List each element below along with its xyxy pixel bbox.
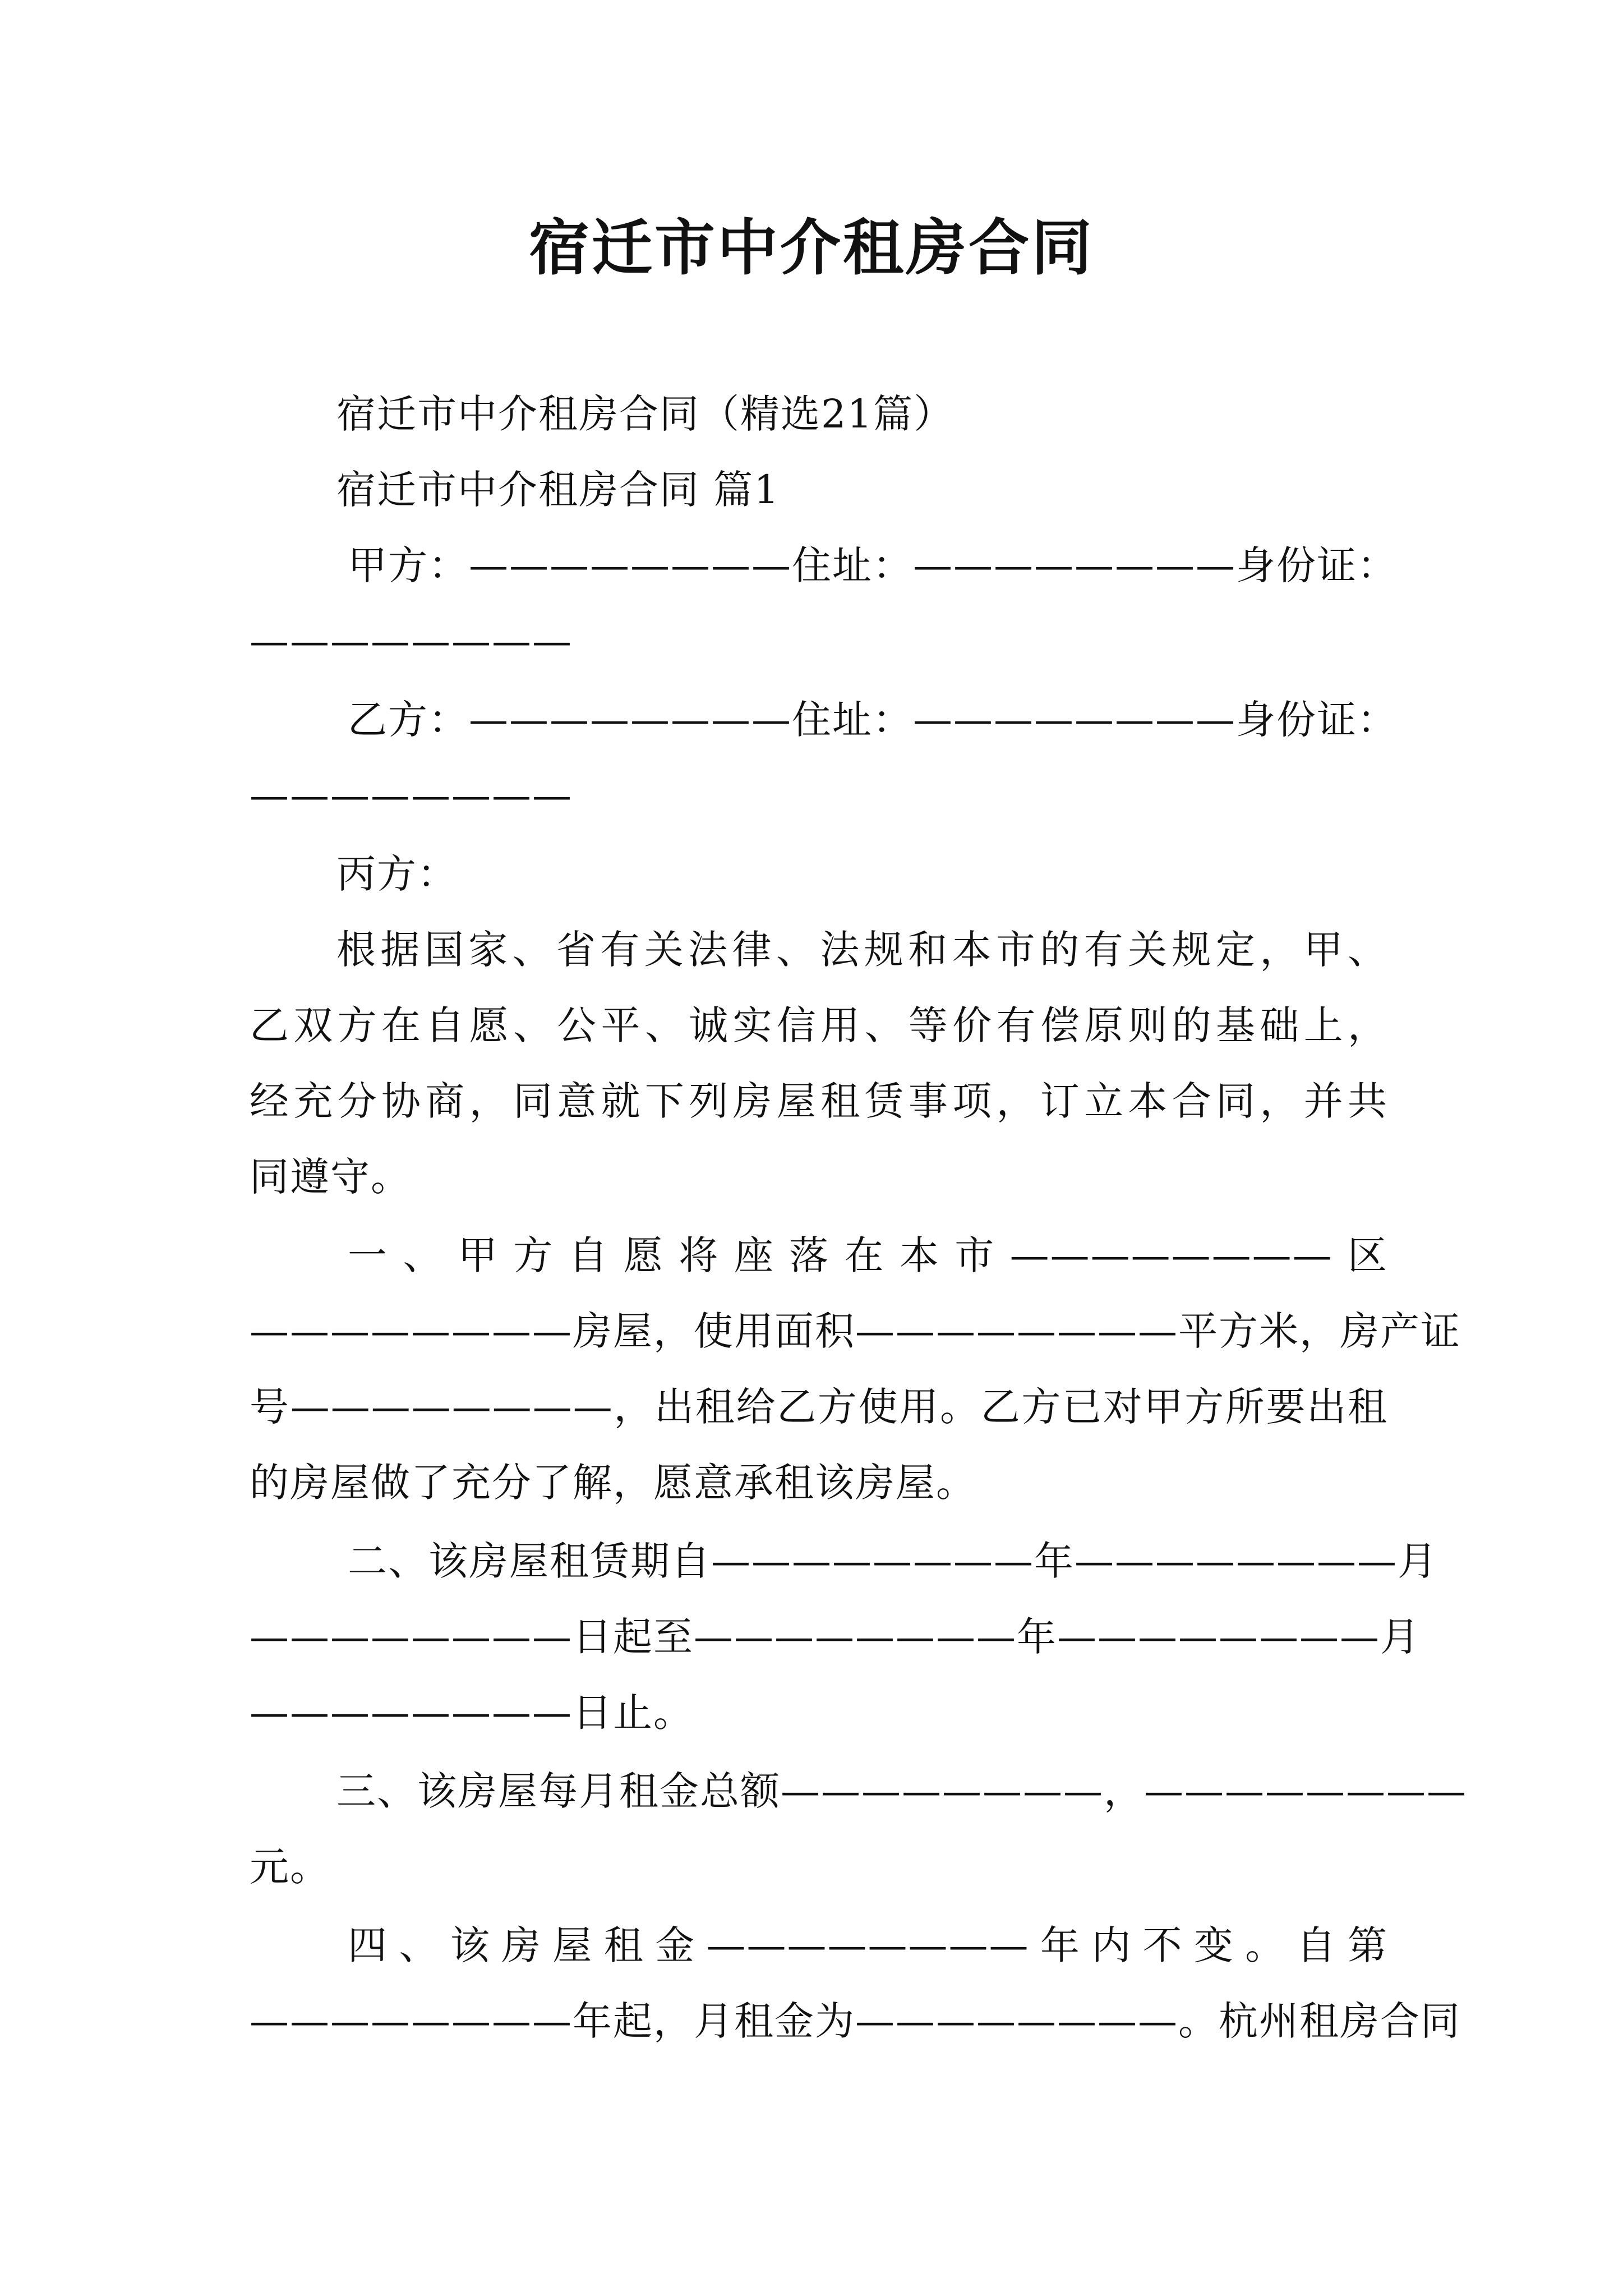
section-heading: 宿迁市中介租房合同 篇1: [336, 467, 780, 513]
party-a-line: 甲方：————————住址：————————身份证：: [348, 542, 1398, 588]
party-c-line: 丙方：: [336, 851, 458, 897]
paragraph-line: 经充分协商，同意就下列房屋租赁事项，订立本合同，并共: [250, 1078, 1388, 1124]
paragraph-line: 乙双方在自愿、公平、诚实信用、等价有偿原则的基础上，: [250, 1002, 1388, 1048]
party-b-line: 乙方：————————住址：————————身份证：: [348, 697, 1398, 743]
clause-1-line: 的房屋做了充分了解，愿意承租该房屋。: [250, 1460, 976, 1506]
clause-2-line: ————————日起至————————年————————月: [250, 1614, 1421, 1660]
clause-2-line: 二、该房屋租赁期自————————年————————月: [348, 1538, 1438, 1584]
clause-4-line: ————————年起，月租金为————————。杭州租房合同: [250, 1998, 1461, 2044]
subtitle-line: 宿迁市中介租房合同（精选21篇）: [336, 391, 955, 437]
clause-1-line: ————————房屋，使用面积————————平方米，房产证: [250, 1308, 1461, 1354]
party-b-id-blank: ————————: [250, 772, 573, 818]
clause-1-line: 号————————，出租给乙方使用。乙方已对甲方所要出租: [250, 1384, 1388, 1430]
clause-3-line: 三、该房屋每月租金总额————————，————————: [336, 1768, 1467, 1814]
party-a-id-blank: ————————: [250, 618, 573, 664]
paragraph-line: 同遵守。: [250, 1154, 411, 1200]
clause-1-line: 一、甲方自愿将座落在本市————————区: [348, 1232, 1388, 1278]
clause-2-line: ————————日止。: [250, 1690, 694, 1736]
paragraph-line: 根据国家、省有关法律、法规和本市的有关规定，甲、: [336, 927, 1388, 973]
document-title: 宿迁市中介租房合同: [528, 213, 1094, 283]
clause-3-line: 元。: [250, 1844, 330, 1890]
clause-4-line: 四、该房屋租金————————年内不变。自第: [348, 1922, 1388, 1968]
